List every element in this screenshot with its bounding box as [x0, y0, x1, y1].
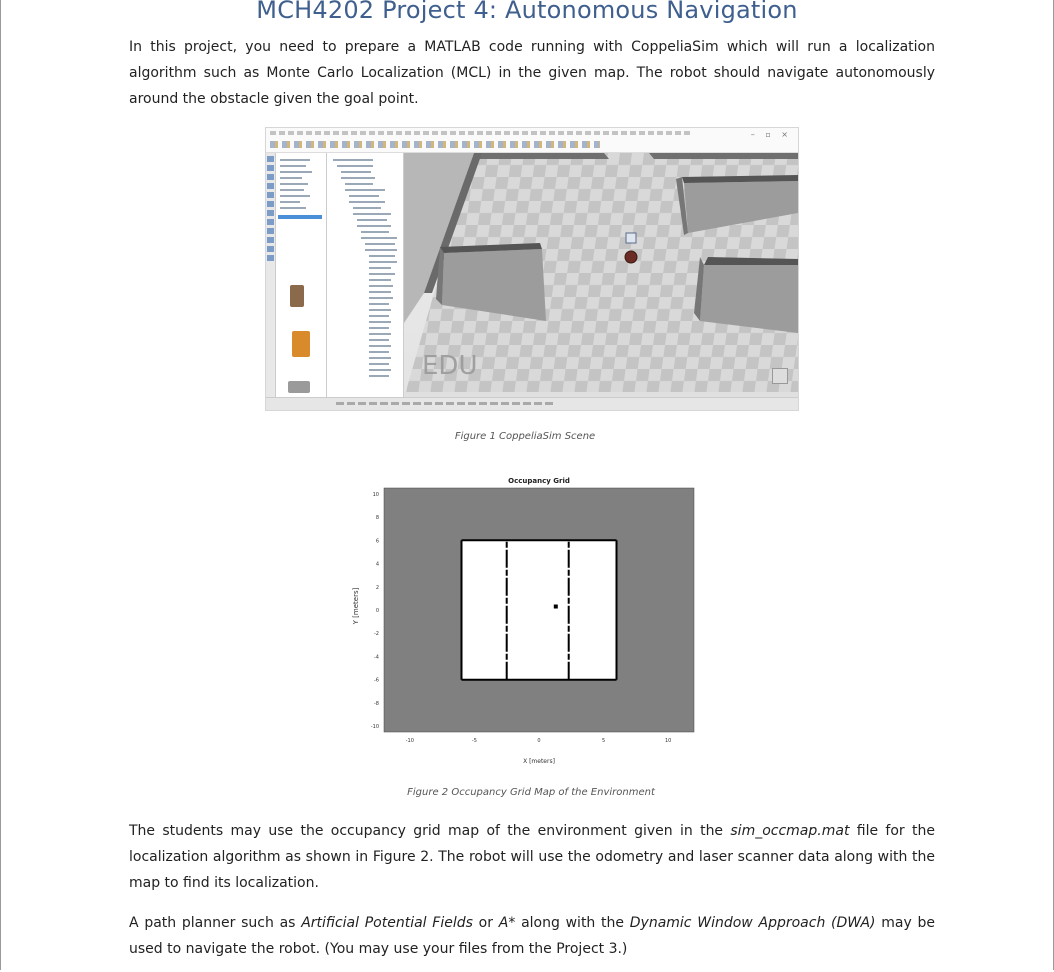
edu-watermark: EDU [422, 351, 478, 381]
map-paragraph [129, 818, 935, 896]
toolbar-icons [270, 141, 600, 148]
occupancy-grid-chart [352, 470, 712, 770]
planner-part4: may be used to navigate the robot. (You may use your files from the Project 3.) [129, 915, 935, 957]
wall-back-right [649, 153, 798, 159]
map-filename: sim_occmap.mat [730, 823, 850, 839]
x-tick-label: 0 [537, 738, 541, 744]
planner-part2: or [472, 915, 499, 931]
coppeliasim-screenshot [265, 127, 799, 411]
x-tick-label: 5 [601, 738, 606, 744]
chart-title: Occupancy Grid [508, 477, 570, 485]
side-toolbar [266, 153, 276, 398]
x-tick-label: -10 [405, 738, 414, 744]
apf-term: Artificial Potential Fields [301, 915, 473, 931]
y-axis-label: Y [meters] [352, 587, 360, 625]
window-controls: – ▫ × [750, 130, 792, 139]
robot-thumbnail [288, 381, 310, 393]
planner-paragraph [129, 910, 935, 962]
y-tick-label: 8 [375, 515, 379, 522]
y-tick-label: 0 [375, 608, 379, 614]
view-gizmo [772, 368, 788, 384]
scene-hierarchy [327, 153, 404, 398]
astar-term: A* [498, 915, 516, 931]
x-tick-label: -5 [471, 738, 477, 744]
robot-arm-thumbnail [292, 331, 310, 357]
occupancy-grid-figure [352, 470, 712, 770]
figure2-caption: Figure 2 Occupancy Grid Map of the Environment [407, 787, 655, 798]
document-title: MCH4202 Project 4: Autonomous Navigation [256, 0, 798, 24]
robot [625, 251, 637, 263]
free-space [462, 540, 617, 679]
y-tick-label: 10 [372, 491, 379, 498]
y-tick-label: -8 [374, 700, 379, 707]
map-paragraph-part1: The students may use the occupancy grid map of the environment given in the [129, 823, 731, 839]
status-bar [266, 397, 798, 410]
wall-partition-bottom-right [700, 265, 798, 333]
robot-arm-thumbnail [290, 285, 304, 307]
y-tick-label: 6 [375, 538, 379, 545]
planner-part3: along with the [515, 915, 630, 931]
map-paragraph-part2: file for the localization algorithm as shown in Figure 2. The robot will use the odometry and laser scanner data along with the map to find its localization. [129, 823, 935, 891]
app-toolbar [266, 128, 798, 153]
goal-marker [626, 233, 636, 243]
y-tick-label: -4 [374, 654, 379, 661]
wall-back-left [474, 153, 609, 159]
figure1-caption: Figure 1 CoppeliaSim Scene [454, 431, 596, 442]
x-tick-label: 10 [664, 738, 672, 744]
y-tick-label: -6 [374, 677, 379, 684]
y-tick-label: 4 [375, 561, 379, 568]
dwa-term: Dynamic Window Approach (DWA) [629, 915, 876, 931]
y-tick-label: 2 [375, 584, 379, 591]
y-tick-label: -10 [370, 724, 379, 731]
intro-paragraph: In this project, you need to prepare a MATLAB code running with CoppeliaSim which will run a localization algorithm such as Monte Carlo Localization (MCL) in the given map. The robot should navigate autonomously around the obstacle given the goal point. [129, 39, 935, 107]
x-axis-label: X [meters] [523, 758, 555, 765]
planner-part1: A path planner such as [129, 915, 302, 931]
y-tick-label: -2 [374, 631, 379, 638]
model-browser [276, 153, 327, 398]
robot-marker [554, 605, 558, 609]
3d-scene-view [404, 153, 798, 398]
